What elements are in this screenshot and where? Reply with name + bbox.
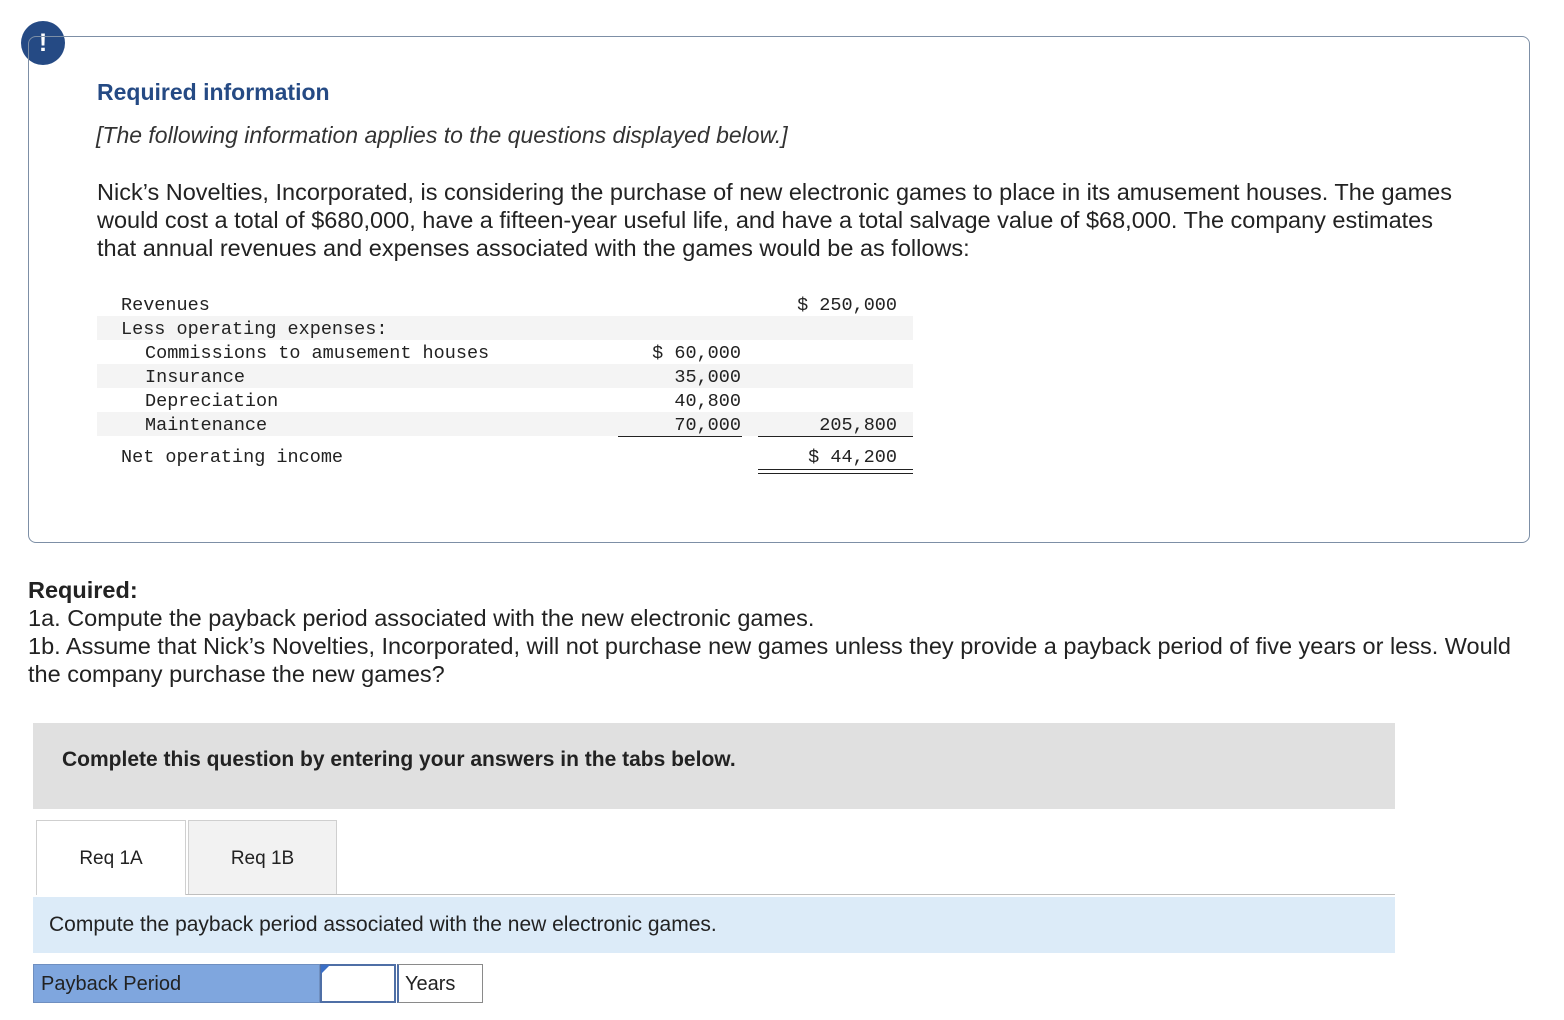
table-row-commissions xyxy=(97,340,913,364)
row-expense-value: 40,800 xyxy=(674,391,741,412)
alert-icon: ! xyxy=(21,21,65,65)
table-row-revenues xyxy=(97,292,913,316)
info-title: Required information xyxy=(97,79,330,105)
subtotal-underline xyxy=(758,436,913,437)
row-label: Commissions to amusement houses xyxy=(145,343,490,364)
table-row-less-operating-expenses xyxy=(97,316,913,340)
instruction-banner xyxy=(33,723,1395,809)
row-total-value: 205,800 xyxy=(819,415,897,436)
required-item-1a: 1a. Compute the payback period associated with the new electronic games. xyxy=(28,605,815,631)
table-row-maintenance xyxy=(97,412,913,436)
question-banner xyxy=(33,897,1395,953)
required-item-1b: 1b. Assume that Nick’s Novelties, Incorporated, will not purchase new games unless they provide a payback period of five years or less. Would the company purchase the new games? xyxy=(28,633,1511,687)
table-row-insurance xyxy=(97,364,913,388)
tab-req-1a[interactable]: Req 1A xyxy=(36,820,186,895)
required-heading: Required: xyxy=(28,577,138,603)
payback-period-input[interactable] xyxy=(320,964,396,1003)
required-information-panel xyxy=(28,36,1530,543)
required-section xyxy=(28,576,1528,688)
tab-divider xyxy=(186,894,1395,895)
table-row-depreciation xyxy=(97,388,913,412)
info-subtitle: [The following information applies to the questions displayed below.] xyxy=(96,122,788,148)
row-label: Less operating expenses: xyxy=(121,319,388,340)
row-total-value: $ 250,000 xyxy=(797,295,897,316)
row-label: Net operating income xyxy=(121,447,344,468)
row-label: Maintenance xyxy=(145,415,268,436)
row-expense-value: 35,000 xyxy=(674,367,741,388)
table-row-net-operating-income xyxy=(97,444,913,468)
question-text: Compute the payback period associated with the new electronic games. xyxy=(49,913,717,936)
subtotal-underline xyxy=(618,436,742,437)
years-unit-label: Years xyxy=(397,964,483,1003)
row-total-value: $ 44,200 xyxy=(808,447,897,468)
total-double-underline xyxy=(758,469,913,474)
instruction-text: Complete this question by entering your answers in the tabs below. xyxy=(62,748,736,771)
row-label: Depreciation xyxy=(145,391,279,412)
payback-period-label: Payback Period xyxy=(33,964,320,1003)
tab-req-1b[interactable]: Req 1B xyxy=(188,820,337,895)
info-description: Nick’s Novelties, Incorporated, is considering the purchase of new electronic games to place in its amusement houses. The games would cost a total of $680,000, have a fifteen-year useful life, and have a total salvage value of $68,000. The company estimates that annual revenues and expenses associated with the games would be as follows: xyxy=(97,179,1452,261)
row-expense-value: $ 60,000 xyxy=(652,343,741,364)
income-statement-table xyxy=(97,292,913,468)
input-marker-icon xyxy=(321,965,330,974)
row-label: Revenues xyxy=(121,295,210,316)
row-expense-value: 70,000 xyxy=(674,415,741,436)
row-label: Insurance xyxy=(145,367,245,388)
